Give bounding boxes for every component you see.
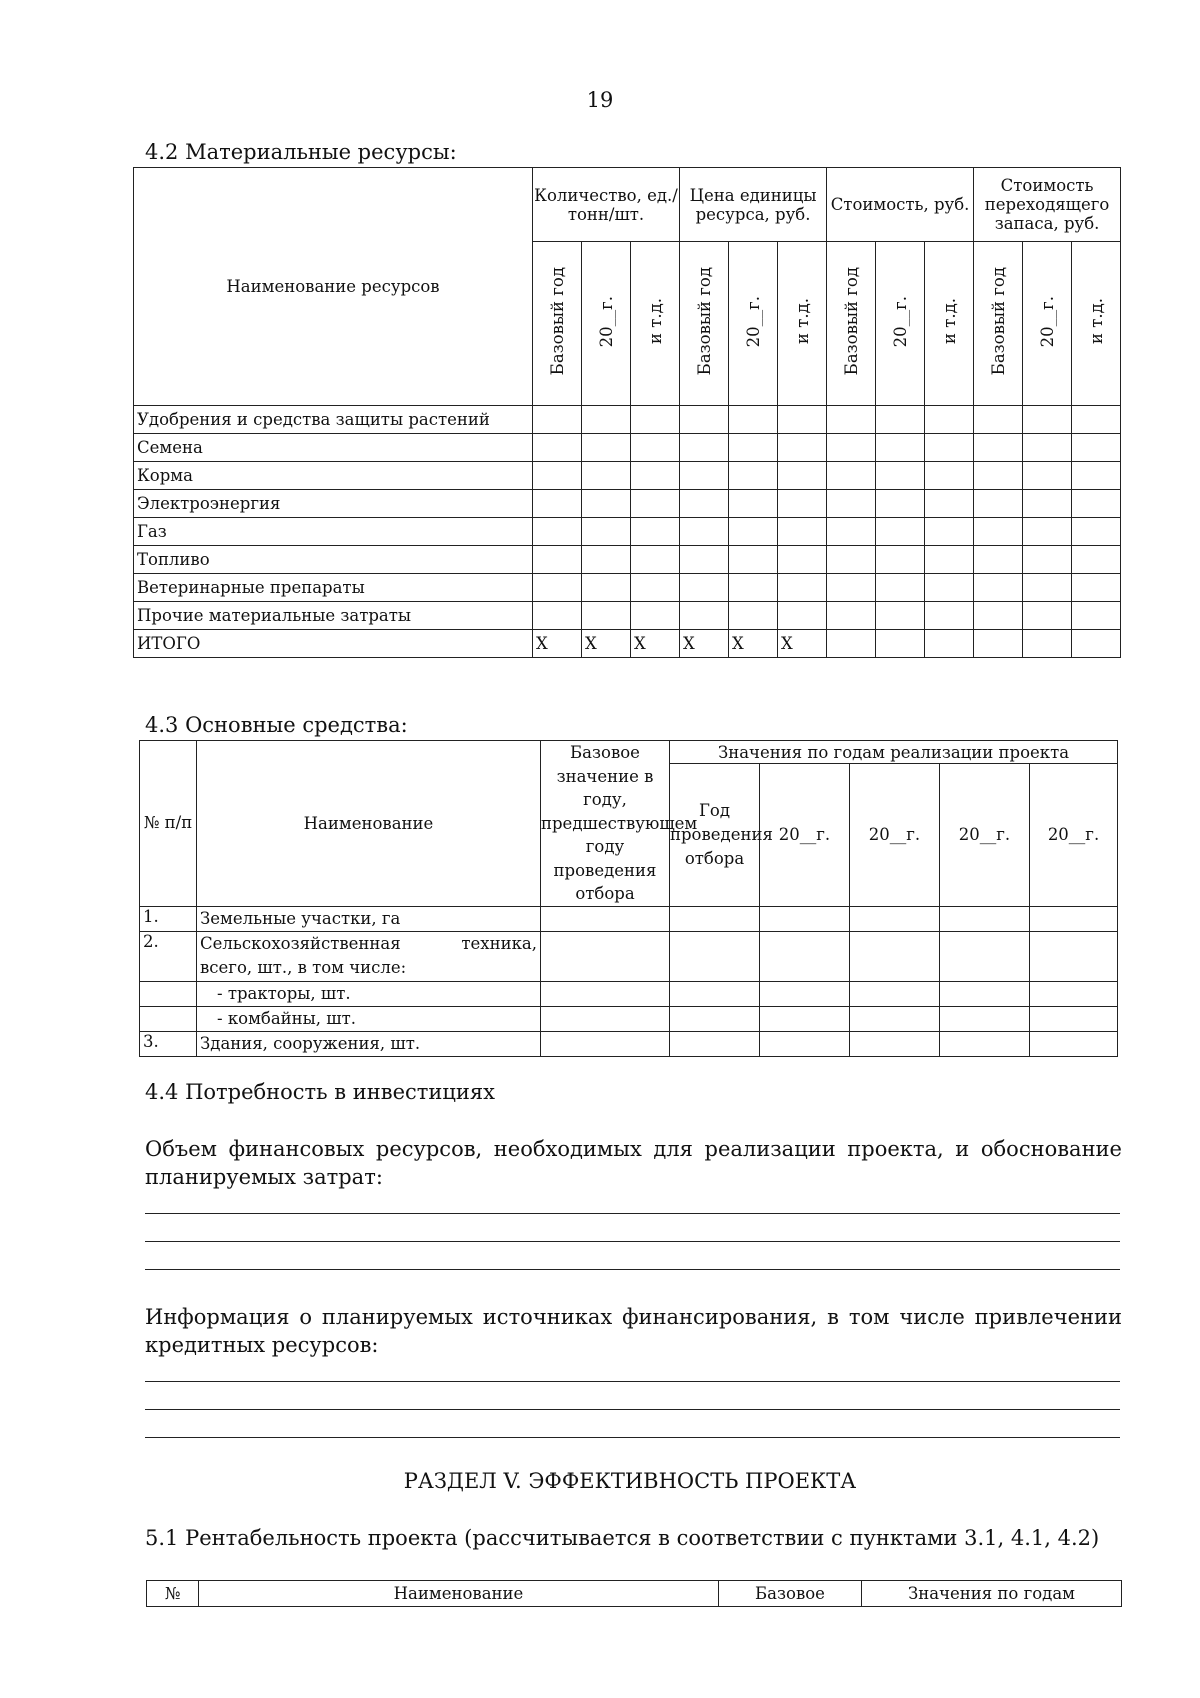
table-cell bbox=[925, 490, 974, 518]
fill-line bbox=[145, 1381, 1120, 1382]
table-row bbox=[134, 462, 1121, 490]
resource-name: Топливо bbox=[134, 546, 533, 574]
table-cell bbox=[850, 1006, 940, 1031]
fixed-assets-table bbox=[139, 740, 1118, 1057]
table-cell bbox=[778, 406, 827, 434]
table-cell bbox=[680, 518, 729, 546]
table-cell bbox=[974, 574, 1023, 602]
subheader-vertical: Базовый год bbox=[974, 242, 1023, 406]
table-row bbox=[140, 1031, 1118, 1056]
table-cell bbox=[827, 406, 876, 434]
table-cell bbox=[974, 546, 1023, 574]
table-cell bbox=[876, 546, 925, 574]
table-cell bbox=[680, 462, 729, 490]
table-cell bbox=[850, 931, 940, 981]
table-cell bbox=[541, 981, 670, 1006]
table-cell bbox=[974, 406, 1023, 434]
table-cell bbox=[1030, 906, 1118, 931]
table-cell bbox=[533, 406, 582, 434]
header-year-3: 20__г. bbox=[940, 764, 1030, 906]
subheader-vertical: 20__г. bbox=[582, 242, 631, 406]
table-row bbox=[134, 630, 1121, 658]
header-carryover-cost: Стоимость переходящего запаса, руб. bbox=[974, 168, 1121, 242]
table-cell bbox=[1023, 630, 1072, 658]
financing-sources-text: Информация о планируемых источниках финансирования, в том числе привлечении кредитных ресурсов: bbox=[145, 1305, 1122, 1357]
table-cell bbox=[1023, 546, 1072, 574]
table-cell bbox=[670, 981, 760, 1006]
table-cell bbox=[729, 406, 778, 434]
subheader-vertical: 20__г. bbox=[876, 242, 925, 406]
financing-volume-text: Объем финансовых ресурсов, необходимых для реализации проекта, и обоснование планируемых затрат: bbox=[145, 1137, 1122, 1189]
table-cell bbox=[631, 434, 680, 462]
table-cell bbox=[631, 518, 680, 546]
table-row bbox=[134, 406, 1121, 434]
table-cell bbox=[827, 490, 876, 518]
table-cell bbox=[940, 981, 1030, 1006]
table-cell bbox=[670, 1031, 760, 1056]
table-row bbox=[140, 931, 1118, 981]
header-values-by-years: Значения по годам bbox=[862, 1581, 1122, 1607]
table-cell bbox=[925, 434, 974, 462]
table-cell bbox=[974, 434, 1023, 462]
table-row bbox=[140, 906, 1118, 931]
table-cell bbox=[940, 931, 1030, 981]
header-cost: Стоимость, руб. bbox=[827, 168, 974, 242]
table-cell bbox=[680, 406, 729, 434]
resource-name: Семена bbox=[134, 434, 533, 462]
table-cell bbox=[670, 906, 760, 931]
section-5-title: РАЗДЕЛ V. ЭФФЕКТИВНОСТЬ ПРОЕКТА bbox=[403, 1469, 857, 1493]
header-year-4: 20__г. bbox=[1030, 764, 1118, 906]
asset-name: - комбайны, шт. bbox=[197, 1006, 541, 1031]
table-cell bbox=[940, 1031, 1030, 1056]
table-cell bbox=[827, 630, 876, 658]
header-name: Наименование bbox=[197, 741, 541, 907]
table-cell bbox=[850, 906, 940, 931]
resource-name: Электроэнергия bbox=[134, 490, 533, 518]
table-cell bbox=[1072, 406, 1121, 434]
table-cell bbox=[582, 518, 631, 546]
table-cell bbox=[760, 1006, 850, 1031]
total-mark: Х bbox=[729, 630, 778, 658]
table-cell bbox=[582, 574, 631, 602]
table-cell bbox=[680, 574, 729, 602]
table-row bbox=[140, 981, 1118, 1006]
table-cell bbox=[680, 602, 729, 630]
row-number: 3. bbox=[140, 1031, 197, 1056]
table-cell bbox=[533, 602, 582, 630]
table-cell bbox=[631, 546, 680, 574]
table-row bbox=[134, 518, 1121, 546]
table-cell bbox=[925, 602, 974, 630]
table-cell bbox=[533, 518, 582, 546]
table-cell bbox=[827, 518, 876, 546]
table-cell bbox=[729, 546, 778, 574]
subheader-vertical: Базовый год bbox=[680, 242, 729, 406]
table-cell bbox=[680, 490, 729, 518]
total-mark: Х bbox=[533, 630, 582, 658]
fill-line bbox=[145, 1241, 1120, 1242]
section-5-1-title: 5.1 Рентабельность проекта (рассчитывается в соответствии с пунктами 3.1, 4.1, 4.2) bbox=[145, 1526, 1100, 1550]
table-cell bbox=[729, 518, 778, 546]
table-cell bbox=[541, 931, 670, 981]
resource-name: Удобрения и средства защиты растений bbox=[134, 406, 533, 434]
table-cell bbox=[760, 906, 850, 931]
header-unit-price: Цена единицы ресурса, руб. bbox=[680, 168, 827, 242]
table-cell bbox=[876, 490, 925, 518]
page-number: 19 bbox=[586, 88, 614, 112]
material-resources-table bbox=[133, 167, 1121, 658]
header-year-2: 20__г. bbox=[850, 764, 940, 906]
table-cell bbox=[1030, 981, 1118, 1006]
asset-name: Здания, сооружения, шт. bbox=[197, 1031, 541, 1056]
asset-name: - тракторы, шт. bbox=[197, 981, 541, 1006]
table-cell bbox=[925, 518, 974, 546]
table-cell bbox=[925, 406, 974, 434]
fill-line bbox=[145, 1437, 1120, 1438]
table-cell bbox=[827, 546, 876, 574]
resource-name: ИТОГО bbox=[134, 630, 533, 658]
table-cell bbox=[533, 490, 582, 518]
table-cell bbox=[1030, 931, 1118, 981]
total-mark: Х bbox=[631, 630, 680, 658]
asset-name: Сельскохозяйственная техника, всего, шт., в том числе: bbox=[197, 931, 541, 981]
row-number bbox=[140, 981, 197, 1006]
section-4-4-title: 4.4 Потребность в инвестициях bbox=[145, 1080, 495, 1104]
table-cell bbox=[533, 574, 582, 602]
table-cell bbox=[1030, 1031, 1118, 1056]
total-mark: Х bbox=[582, 630, 631, 658]
table-cell bbox=[1072, 490, 1121, 518]
table-cell bbox=[876, 602, 925, 630]
header-values-by-years: Значения по годам реализации проекта bbox=[670, 741, 1118, 764]
fill-line bbox=[145, 1269, 1120, 1270]
table-cell bbox=[582, 490, 631, 518]
fill-line bbox=[145, 1213, 1120, 1214]
table-cell bbox=[631, 490, 680, 518]
table-cell bbox=[1023, 518, 1072, 546]
table-cell bbox=[729, 574, 778, 602]
total-mark: Х bbox=[778, 630, 827, 658]
table-cell bbox=[760, 981, 850, 1006]
table-cell bbox=[940, 906, 1030, 931]
table-cell bbox=[1023, 574, 1072, 602]
table-cell bbox=[541, 1031, 670, 1056]
table-cell bbox=[940, 1006, 1030, 1031]
table-cell bbox=[1072, 434, 1121, 462]
table-row bbox=[134, 546, 1121, 574]
table-cell bbox=[876, 462, 925, 490]
table-cell bbox=[582, 406, 631, 434]
header-name: Наименование bbox=[199, 1581, 719, 1607]
table-cell bbox=[1023, 434, 1072, 462]
subheader-vertical: Базовый год bbox=[827, 242, 876, 406]
subheader-vertical: и т.д. bbox=[925, 242, 974, 406]
table-row bbox=[140, 1006, 1118, 1031]
header-number: № п/п bbox=[140, 741, 197, 907]
table-cell bbox=[533, 462, 582, 490]
asset-name: Земельные участки, га bbox=[197, 906, 541, 931]
table-cell bbox=[1072, 574, 1121, 602]
table-cell bbox=[1023, 602, 1072, 630]
fill-line bbox=[145, 1409, 1120, 1410]
table-cell bbox=[778, 518, 827, 546]
table-cell bbox=[974, 630, 1023, 658]
resource-name: Прочие материальные затраты bbox=[134, 602, 533, 630]
table-cell bbox=[729, 602, 778, 630]
resource-name: Газ bbox=[134, 518, 533, 546]
table-cell bbox=[974, 462, 1023, 490]
table-cell bbox=[876, 518, 925, 546]
table-cell bbox=[974, 602, 1023, 630]
header-selection-year: Год проведения отбора bbox=[670, 764, 760, 906]
table-cell bbox=[670, 931, 760, 981]
row-number: 1. bbox=[140, 906, 197, 931]
table-cell bbox=[827, 574, 876, 602]
table-cell bbox=[680, 546, 729, 574]
table-cell bbox=[876, 434, 925, 462]
subheader-vertical: Базовый год bbox=[533, 242, 582, 406]
section-4-3-title: 4.3 Основные средства: bbox=[145, 713, 408, 737]
table-row bbox=[134, 490, 1121, 518]
table-cell bbox=[827, 462, 876, 490]
table-cell bbox=[850, 1031, 940, 1056]
table-cell bbox=[925, 546, 974, 574]
table-cell bbox=[582, 546, 631, 574]
table-cell bbox=[778, 462, 827, 490]
table-cell bbox=[1030, 1006, 1118, 1031]
table-cell bbox=[827, 434, 876, 462]
table-cell bbox=[631, 574, 680, 602]
table-cell bbox=[582, 462, 631, 490]
table-cell bbox=[778, 490, 827, 518]
table-cell bbox=[541, 906, 670, 931]
table-cell bbox=[876, 630, 925, 658]
table-cell bbox=[778, 602, 827, 630]
subheader-vertical: 20__г. bbox=[729, 242, 778, 406]
total-mark: Х bbox=[680, 630, 729, 658]
table-cell bbox=[1023, 406, 1072, 434]
table-cell bbox=[670, 1006, 760, 1031]
section-4-2-title: 4.2 Материальные ресурсы: bbox=[145, 140, 457, 164]
profitability-table bbox=[146, 1580, 1122, 1607]
header-resource-name: Наименование ресурсов bbox=[134, 168, 533, 406]
table-cell bbox=[541, 1006, 670, 1031]
table-cell bbox=[925, 462, 974, 490]
resource-name: Ветеринарные препараты bbox=[134, 574, 533, 602]
table-cell bbox=[1023, 462, 1072, 490]
subheader-vertical: и т.д. bbox=[1072, 242, 1121, 406]
table-row bbox=[134, 602, 1121, 630]
table-cell bbox=[1072, 518, 1121, 546]
row-number bbox=[140, 1006, 197, 1031]
table-cell bbox=[778, 574, 827, 602]
table-cell bbox=[631, 602, 680, 630]
table-cell bbox=[582, 602, 631, 630]
table-cell bbox=[876, 574, 925, 602]
table-cell bbox=[760, 931, 850, 981]
table-cell bbox=[729, 462, 778, 490]
table-cell bbox=[974, 518, 1023, 546]
header-number: № bbox=[147, 1581, 199, 1607]
table-cell bbox=[1072, 630, 1121, 658]
table-cell bbox=[729, 490, 778, 518]
table-cell bbox=[631, 462, 680, 490]
subheader-vertical: и т.д. bbox=[631, 242, 680, 406]
table-cell bbox=[925, 630, 974, 658]
table-cell bbox=[760, 1031, 850, 1056]
subheader-vertical: и т.д. bbox=[778, 242, 827, 406]
resource-name: Корма bbox=[134, 462, 533, 490]
table-cell bbox=[533, 434, 582, 462]
table-cell bbox=[582, 434, 631, 462]
table-cell bbox=[680, 434, 729, 462]
header-quantity: Количество, ед./тонн/шт. bbox=[533, 168, 680, 242]
table-cell bbox=[1023, 490, 1072, 518]
table-row bbox=[134, 574, 1121, 602]
header-base: Базовое bbox=[719, 1581, 862, 1607]
table-cell bbox=[1072, 602, 1121, 630]
table-cell bbox=[778, 434, 827, 462]
header-base-value: Базовое значение в году, предшествующем году проведения отбора bbox=[541, 741, 670, 907]
table-cell bbox=[925, 574, 974, 602]
table-row bbox=[134, 434, 1121, 462]
table-cell bbox=[1072, 462, 1121, 490]
table-cell bbox=[631, 406, 680, 434]
table-cell bbox=[1072, 546, 1121, 574]
table-cell bbox=[850, 981, 940, 1006]
table-cell bbox=[729, 434, 778, 462]
row-number: 2. bbox=[140, 931, 197, 981]
table-cell bbox=[778, 546, 827, 574]
table-cell bbox=[876, 406, 925, 434]
subheader-vertical: 20__г. bbox=[1023, 242, 1072, 406]
table-cell bbox=[974, 490, 1023, 518]
header-year-1: 20__г. bbox=[760, 764, 850, 906]
table-cell bbox=[533, 546, 582, 574]
table-cell bbox=[827, 602, 876, 630]
